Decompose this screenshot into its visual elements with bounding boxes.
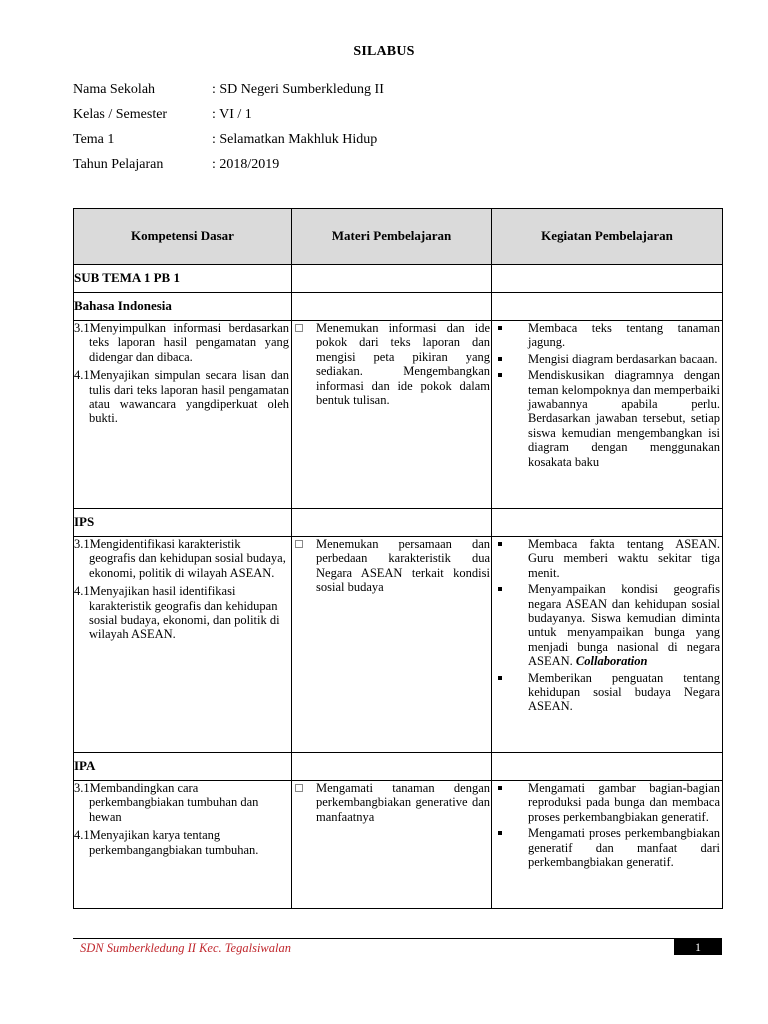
empty-cell — [292, 509, 492, 537]
section-row-ips — [74, 509, 723, 537]
kegiatan-item: Mengamati proses perkembangbiakan generatif dan manfaat dari perkembangbiakan generatif. — [528, 826, 720, 870]
info-label: Tahun Pelajaran — [73, 157, 164, 172]
kegiatan-item: Membaca teks tentang tanaman jagung. — [528, 321, 720, 350]
empty-cell — [292, 753, 492, 781]
kegiatan-item: Mendiskusikan diagramnya dengan teman kelompoknya dan memperbaiki jawabannya apabila perlu. Berdasarkan jawaban tersebut, setiap siswa kemudian mengembangkan isi diagram dengan menggunakan kosakata baku — [528, 368, 720, 469]
table-row — [74, 321, 723, 509]
info-value: : Selamatkan Makhluk Hidup — [212, 132, 378, 147]
info-value: : SD Negeri Sumberkledung II — [212, 82, 384, 97]
checkbox-glyph-icon — [295, 324, 303, 332]
section-label: IPA — [74, 753, 292, 781]
info-label: Kelas / Semester — [73, 107, 168, 122]
school-info — [73, 82, 384, 182]
kegiatan-item: Memberikan penguatan tentang kehidupan sosial budaya Negara ASEAN. — [528, 670, 720, 714]
syllabus-table — [73, 208, 723, 909]
kegiatan-item — [528, 582, 720, 668]
page-number: 1 — [674, 939, 722, 955]
kegiatan-cell — [492, 537, 723, 753]
kd-item: 3.1Membandingkan cara perkembangbiakan tumbuhan dan hewan — [74, 781, 259, 824]
header-kegiatan: Kegiatan Pembelajaran — [492, 209, 723, 265]
table-row — [74, 781, 723, 909]
kegiatan-item: Mengisi diagram berdasarkan bacaan. — [528, 352, 720, 366]
materi-text: Menemukan persamaan dan perbedaan karakteristik dua Negara ASEAN terkait kondisi sosial budaya — [316, 537, 490, 595]
kd-item: 4.1Menyajikan hasil identifikasi karakteristik geografis dan kehidupan sosial budaya, ekonomi, dan politik di wilayah ASEAN. — [74, 584, 280, 642]
footer-divider — [73, 938, 722, 939]
materi-cell — [292, 537, 492, 753]
empty-cell — [492, 265, 723, 293]
empty-cell — [292, 265, 492, 293]
empty-cell — [492, 753, 723, 781]
header-kompetensi-dasar: Kompetensi Dasar — [74, 209, 292, 265]
info-label: Nama Sekolah — [73, 82, 156, 97]
kegiatan-item-text: Menyampaikan kondisi geografis negara ASEAN dan kehidupan sosial budayanya. Siswa kemudian diminta untuk menyampaikan bunga yang menjadi bunga nasional di negara ASEAN. — [528, 582, 720, 669]
section-label: Bahasa Indonesia — [74, 293, 292, 321]
info-value: : 2018/2019 — [212, 157, 280, 172]
info-label: Tema 1 — [73, 132, 115, 147]
materi-text: Mengamati tanaman dengan perkembangbiakan generative dan manfaatnya — [316, 781, 490, 824]
table-row — [74, 537, 723, 753]
empty-cell — [292, 293, 492, 321]
subtema-label: SUB TEMA 1 PB 1 — [74, 265, 292, 293]
kd-cell — [74, 321, 292, 509]
kegiatan-item: Membaca fakta tentang ASEAN. Guru memberi waktu sekitar tiga menit. — [528, 537, 720, 580]
checkbox-glyph-icon — [295, 784, 303, 792]
materi-cell — [292, 321, 492, 509]
info-value: : VI / 1 — [212, 107, 252, 122]
kd-cell — [74, 781, 292, 909]
table-header-row — [74, 209, 723, 265]
section-label: IPS — [74, 509, 292, 537]
materi-cell — [292, 781, 492, 909]
materi-text: Menemukan informasi dan ide pokok dari teks laporan dan mengisi peta pikiran yang sediakan. Mengembangkan informasi dan ide pokok dalam bentuk tulisan. — [316, 321, 490, 408]
kd-item: 3.1Mengidentifikasi karakteristik geografis dan kehidupan sosial budaya, ekonomi, politik di wilayah ASEAN. — [74, 537, 286, 580]
info-row-theme — [73, 132, 384, 157]
emphasis-collaboration: Collaboration — [575, 654, 648, 669]
kegiatan-cell — [492, 321, 723, 509]
kegiatan-cell — [492, 781, 723, 909]
section-row-ipa — [74, 753, 723, 781]
kd-item: 4.1Menyajikan karya tentang perkembangangbiakan tumbuhan. — [74, 828, 259, 857]
empty-cell — [492, 293, 723, 321]
checkbox-glyph-icon — [295, 540, 303, 548]
info-row-school — [73, 82, 384, 107]
footer-school-name: SDN Sumberkledung II Kec. Tegalsiwalan — [80, 941, 291, 955]
info-row-class — [73, 107, 384, 132]
document-title: SILABUS — [353, 44, 415, 59]
subtema-row — [74, 265, 723, 293]
section-row-bahasa-indonesia — [74, 293, 723, 321]
header-materi: Materi Pembelajaran — [292, 209, 492, 265]
kd-item: 4.1Menyajikan simpulan secara lisan dan tulis dari teks laporan hasil pengamatan atau wawancara yangdiperkuat oleh bukti. — [74, 368, 289, 426]
info-row-year — [73, 157, 384, 182]
kd-item: 3.1Menyimpulkan informasi berdasarkan teks laporan hasil pengamatan yang didengar dan dibaca. — [74, 321, 289, 364]
kegiatan-item: Mengamati gambar bagian-bagian reproduksi pada bunga dan membaca proses perkembangbiakan generatif. — [528, 781, 720, 824]
kd-cell — [74, 537, 292, 753]
empty-cell — [492, 509, 723, 537]
